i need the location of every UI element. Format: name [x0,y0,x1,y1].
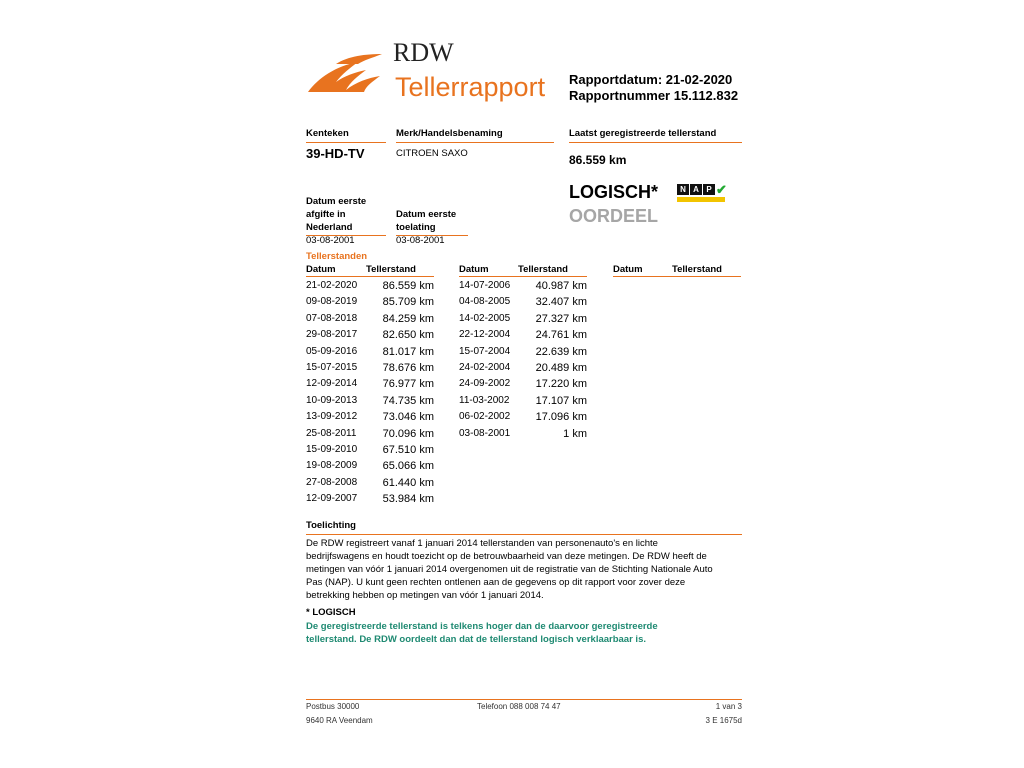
tellerstand-waarde: 61.440 km [382,476,434,489]
tellerstand-waarde: 67.510 km [382,444,434,456]
tellerstand-datum: 21-02-2020 [306,280,358,291]
tellerstand-datum: 14-02-2005 [459,312,511,324]
toelating-label-line1: Datum eerste [396,209,457,220]
logisch-oordeel: LOGISCH* [569,182,659,202]
col1-header [306,264,434,277]
tellerstand-datum: 14-07-2006 [459,280,511,291]
col1-stand-header: Tellerstand [366,264,416,275]
tellerstand-row [306,427,434,441]
tellerstand-row [459,328,587,342]
col2-stand-header: Tellerstand [518,264,568,275]
merk-label: Merk/Handelsbenaming [396,128,554,143]
brand-name: RDW [393,38,454,67]
tellerstand-row [306,410,434,424]
tellerstand-waarde: 17.107 km [535,394,587,407]
tellerstand-datum: 15-07-2015 [306,362,358,373]
tellerstand-row [459,345,587,359]
tellerstand-datum: 12-09-2007 [306,493,358,505]
tellerstand-datum: 22-12-2004 [459,329,511,341]
tellerstand-datum: 15-09-2010 [306,444,358,455]
tellerstand-datum: 12-09-2014 [306,378,358,390]
toelating-value: 03-08-2001 [396,235,445,246]
rapportnummer: Rapportnummer 15.112.832 [569,88,739,103]
footer-postbus: Postbus 30000 [306,702,360,711]
tellerstand-row [306,377,434,391]
col2-header [459,264,587,277]
tellerstand-waarde: 82.650 km [382,329,434,342]
tellerstand-row [306,459,434,473]
oordeel-label: OORDEEL [569,206,659,226]
tellerstand-row [459,377,587,391]
col2-datum-header: Datum [459,264,489,275]
tellerstand-waarde: 86.559 km [382,280,434,292]
tellerstand-waarde: 20.489 km [535,362,587,374]
tellerstand-waarde: 1 km [563,427,587,440]
laatst-label: Laatst geregistreerde tellerstand [569,128,742,143]
nap-letter-p: P [703,184,715,195]
tellerstand-row [459,427,587,441]
logisch-note-line: De geregistreerde tellerstand is telkens hoger dan de daarvoor geregistreerde [306,621,658,632]
tellerstand-datum: 19-08-2009 [306,460,358,472]
tellerstand-row [306,328,434,342]
toelichting-line: Pas (NAP). U kunt geen rechten ontlenen aan de gegevens op dit rapport voor zover deze [306,577,686,588]
tellerstand-datum: 11-03-2002 [459,394,510,406]
tellerstand-row [306,295,434,309]
toelating-label [396,208,468,236]
tellerstand-row [459,361,587,375]
tellerstand-waarde: 32.407 km [535,296,587,309]
toelichting-line: betrekking hebben op metingen van vóór 1 januari 2014. [306,590,544,601]
tellerstand-waarde: 70.096 km [382,427,434,440]
tellerstand-row [306,361,434,375]
tellerstand-row [459,295,587,309]
tellerstand-datum: 15-07-2004 [459,345,511,357]
footer-plaats: 9640 RA Veendam [306,716,373,725]
col3-stand-header: Tellerstand [672,264,722,275]
tellerstand-row [306,394,434,408]
afgifte-label-line1: Datum eerste [306,196,367,207]
tellerstand-datum: 07-08-2018 [306,312,358,324]
col3-header [613,264,741,277]
logisch-note-line: tellerstand. De RDW oordeelt dan dat de tellerstand logisch verklaarbaar is. [306,634,646,645]
nap-check-icon: ✔ [716,182,727,197]
tellerstand-row [306,279,434,293]
tellerstand-row [306,476,434,490]
tellerstand-datum: 04-08-2005 [459,296,511,308]
tellerstand-row [459,312,587,326]
tellerstand-datum: 25-08-2011 [306,427,357,439]
footer-pagina: 1 van 3 [715,702,742,711]
tellerstand-waarde: 65.066 km [382,460,434,473]
tellerstand-datum: 06-02-2002 [459,411,511,423]
merk-value: CITROEN SAXO [396,148,468,159]
rdw-logo-icon [306,52,384,94]
tellerstand-datum: 03-08-2001 [459,427,511,439]
tellerstand-row [306,492,434,506]
tellerstand-row [306,345,434,359]
afgifte-value: 03-08-2001 [306,235,355,246]
tellerstand-waarde: 27.327 km [535,312,587,325]
tellerstand-datum: 13-09-2012 [306,411,358,423]
tellerstand-waarde: 74.735 km [382,394,434,407]
toelating-label-line2: toelating [396,222,436,233]
nap-letter-n: N [677,184,689,195]
tellerstand-datum: 29-08-2017 [306,329,358,341]
toelichting-text [306,537,746,602]
rapportdatum: Rapportdatum: 21-02-2020 [569,72,733,87]
tellerstand-waarde: 73.046 km [382,411,434,424]
nap-underline [677,197,725,202]
tellerstand-waarde: 85.709 km [382,296,434,309]
kenteken-label: Kenteken [306,128,386,143]
tellerstand-datum: 05-09-2016 [306,345,358,357]
tellerstand-datum: 24-02-2004 [459,362,511,373]
tellerstanden-title: Tellerstanden [306,251,368,262]
tellerstand-waarde: 40.987 km [535,280,587,292]
tellerstand-row [459,279,587,293]
toelichting-line: De RDW registreert vanaf 1 januari 2014 tellerstanden van personenauto's en lichte [306,538,658,549]
tellerstand-datum: 10-09-2013 [306,394,358,406]
tellerstand-datum: 24-09-2002 [459,378,511,390]
page-title: Tellerrapport [395,72,546,102]
tellerstand-waarde: 17.220 km [535,378,587,391]
toelichting-line: bedrijfswagens en houdt toezicht op de betrouwbaarheid van deze metingen. De RDW heeft de [306,551,707,562]
afgifte-label-line2: afgifte in [306,209,346,220]
footer-code: 3 E 1675d [705,716,742,725]
tellerstand-waarde: 84.259 km [382,312,434,325]
toelichting-line: metingen van vóór 1 januari 2014 overgenomen uit de registratie van de Stichting Nationale Auto [306,564,713,575]
tellerstand-datum: 27-08-2008 [306,476,358,488]
laatst-value: 86.559 km [569,153,627,167]
afgifte-label-line3: Nederland [306,222,353,233]
tellerstand-waarde: 76.977 km [382,378,434,391]
nap-letter-a: A [690,184,702,195]
nap-badge-icon [677,184,727,195]
tellerstand-waarde: 22.639 km [535,345,587,358]
footer-divider [306,699,742,700]
tellerstand-waarde: 81.017 km [382,345,434,358]
tellerstand-waarde: 17.096 km [535,411,587,424]
col1-datum-header: Datum [306,264,336,275]
tellerstand-waarde: 24.761 km [535,329,587,342]
tellerstand-datum: 09-08-2019 [306,296,358,308]
tellerstand-row [306,443,434,457]
logisch-note-title: * LOGISCH [306,607,356,618]
footer-telefoon: Telefoon 088 008 74 47 [477,702,561,711]
kenteken-value: 39-HD-TV [306,146,365,161]
tellerstand-waarde: 78.676 km [382,362,434,374]
toelichting-title: Toelichting [306,520,742,535]
tellerstand-row [459,394,587,408]
col3-datum-header: Datum [613,264,643,275]
tellerstand-waarde: 53.984 km [382,493,434,506]
logisch-note [306,620,746,646]
tellerstand-row [459,410,587,424]
tellerstand-row [306,312,434,326]
afgifte-label [306,195,386,236]
